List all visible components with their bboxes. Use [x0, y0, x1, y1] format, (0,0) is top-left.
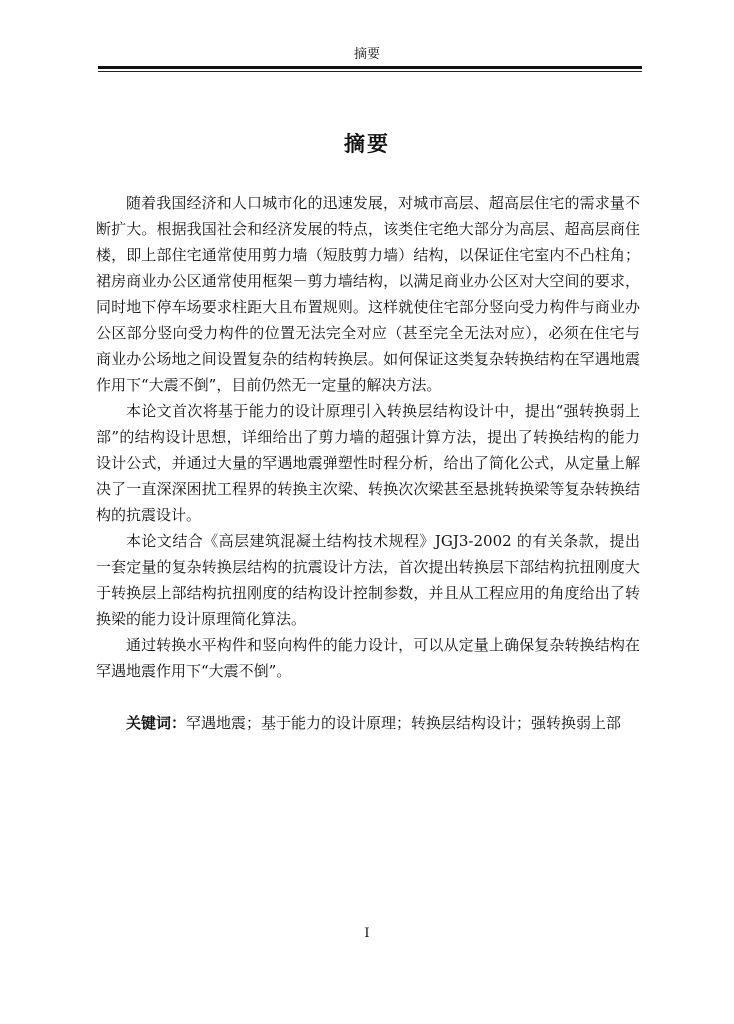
abstract-paragraph-1: 随着我国经济和人口城市化的迅速发展，对城市高层、超高层住宅的需求量不断扩大。根据我国社会和经济发展的特点，该类住宅绝大部分为高层、超高层商住楼，即上部住宅通常使用剪力墙（短肢剪力墙）结构，以保证住宅室内不凸柱角；裙房商业办公区通常使用框架－剪力墙结构，以满足商业办公区对大空间的要求，同时地下停车场要求柱距大且布置规则。这样就使住宅部分竖向受力构件与商业办公区部分竖向受力构件的位置无法完全对应（甚至完全无法对应），必须在住宅与商业办公场地之间设置复杂的结构转换层。如何保证这类复杂转换结构在罕遇地震作用下“大震不倒”，目前仍然无一定量的解决方法。	[96, 194, 640, 394]
header-rule-thick	[98, 66, 642, 69]
keywords-text: 罕遇地震；基于能力的设计原理；转换层结构设计；强转换弱上部	[186, 714, 622, 732]
page-number: I	[364, 926, 370, 941]
abstract-paragraph-2: 本论文首次将基于能力的设计原理引入转换层结构设计中，提出“强转换弱上部”的结构设计思想，详细给出了剪力墙的超强计算方法，提出了转换结构的能力设计公式，并通过大量的罕遇地震弹塑性时程分析，给出了简化公式，从定量上解决了一直深深困扰工程界的转换主次梁、转换次次梁甚至悬挑转换梁等复杂转换结构的抗震设计。	[96, 402, 640, 524]
abstract-paragraph-4: 通过转换水平构件和竖向构件的能力设计，可以从定量上确保复杂转换结构在罕遇地震作用下“大震不倒”。	[96, 636, 640, 680]
running-header: 摘要	[353, 47, 380, 62]
page-title: 摘要	[344, 132, 390, 156]
abstract-paragraph-3: 本论文结合《高层建筑混凝土结构技术规程》JGJ3-2002 的有关条款，提出一套定量的复杂转换层结构的抗震设计方法，首次提出转换层下部结构抗扭刚度大于转换层上部结构抗扭刚度的结构设计控制参数，并且从工程应用的角度给出了转换梁的能力设计原理简化算法。	[96, 532, 640, 628]
keywords-line	[96, 710, 640, 736]
header-rule-thin	[98, 71, 642, 72]
abstract-body	[96, 190, 640, 736]
keywords-label: 关键词：	[126, 714, 187, 732]
